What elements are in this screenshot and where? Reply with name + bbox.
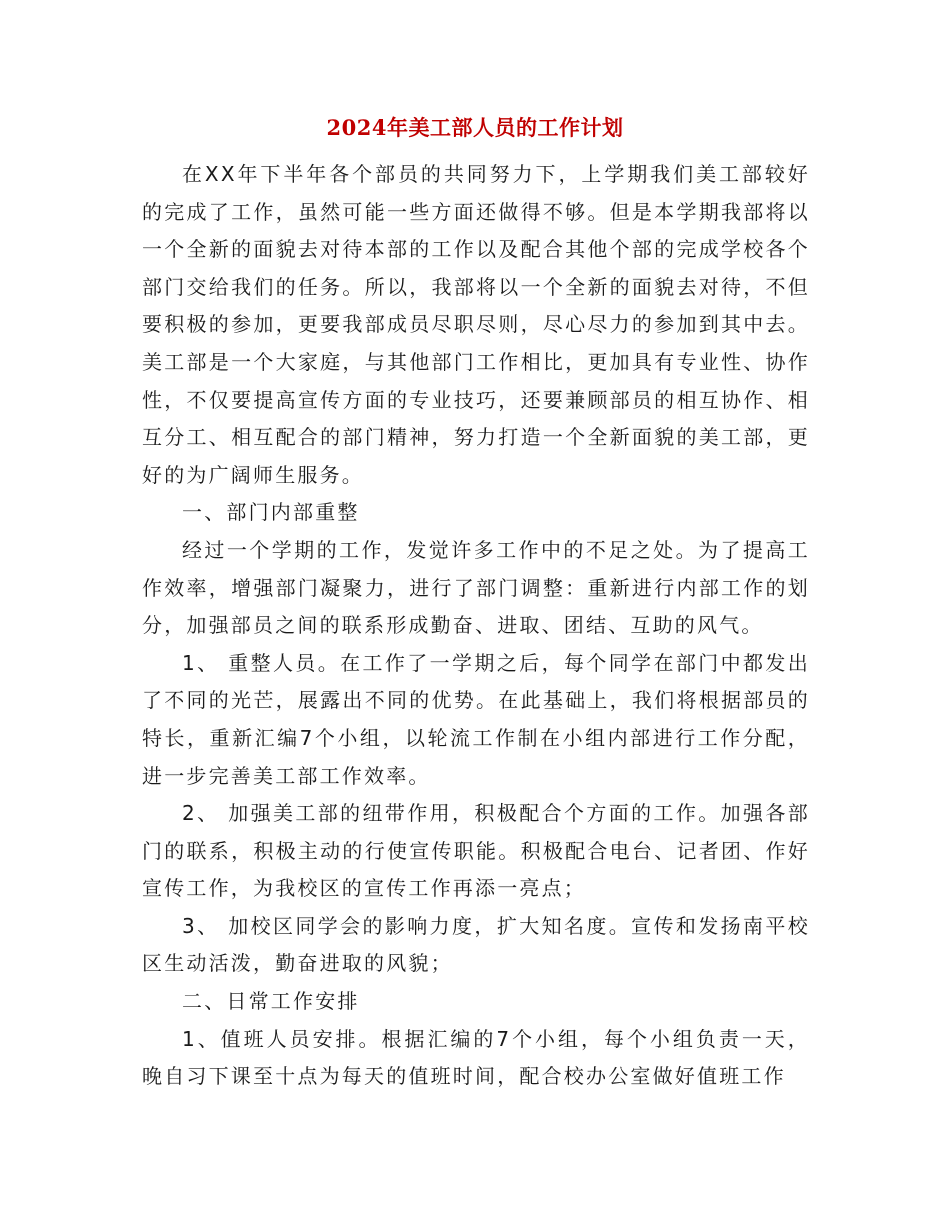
paragraph-section-1-intro: 经过一个学期的工作，发觉许多工作中的不足之处。为了提高工作效率，增强部门凝聚力，进行了部门调整：重新进行内部工作的划分，加强部员之间的联系形成勤奋、进取、团结、互助的风气。 [142, 537, 810, 638]
section-heading-2: 二、日常工作安排 [182, 989, 360, 1014]
section-heading-1: 一、部门内部重整 [182, 500, 360, 525]
document-body [142, 156, 810, 1096]
list-item-2: 2、 加强美工部的纽带作用，积极配合个方面的工作。加强各部门的联系，积极主动的行使宣传职能。积极配合电台、记者团、作好宣传工作，为我校区的宣传工作再添一亮点； [142, 801, 810, 901]
document-title: 2024年美工部人员的工作计划 [326, 115, 624, 140]
list-item-duty: 1、值班人员安排。根据汇编的7个小组，每个小组负责一天，晚自习下课至十点为每天的值班时间，配合校办公室做好值班工作 [142, 1026, 810, 1089]
paragraph-intro: 在XX年下半年各个部员的共同努力下，上学期我们美工部较好的完成了工作，虽然可能一些方面还做得不够。但是本学期我部将以一个全新的面貌去对待本部的工作以及配合其他个部的完成学校各个部门交给我们的任务。所以，我部将以一个全新的面貌去对待，不但要积极的参加，更要我部成员尽职尽则，尽心尽力的参加到其中去。美工部是一个大家庭，与其他部门工作相比，更加具有专业性、协作性，不仅要提高宣传方面的专业技巧，还要兼顾部员的相互协作、相互分工、相互配合的部门精神，努力打造一个全新面貌的美工部，更好的为广阔师生服务。 [142, 162, 810, 487]
list-item-1: 1、 重整人员。在工作了一学期之后，每个同学在部门中都发出了不同的光芒，展露出不同的优势。在此基础上，我们将根据部员的特长，重新汇编7个小组，以轮流工作制在小组内部进行工作分配，进一步完善美工部工作效率。 [142, 650, 810, 788]
list-item-3: 3、 加校区同学会的影响力度，扩大知名度。宣传和发扬南平校区生动活泼，勤奋进取的风貌； [142, 913, 810, 976]
